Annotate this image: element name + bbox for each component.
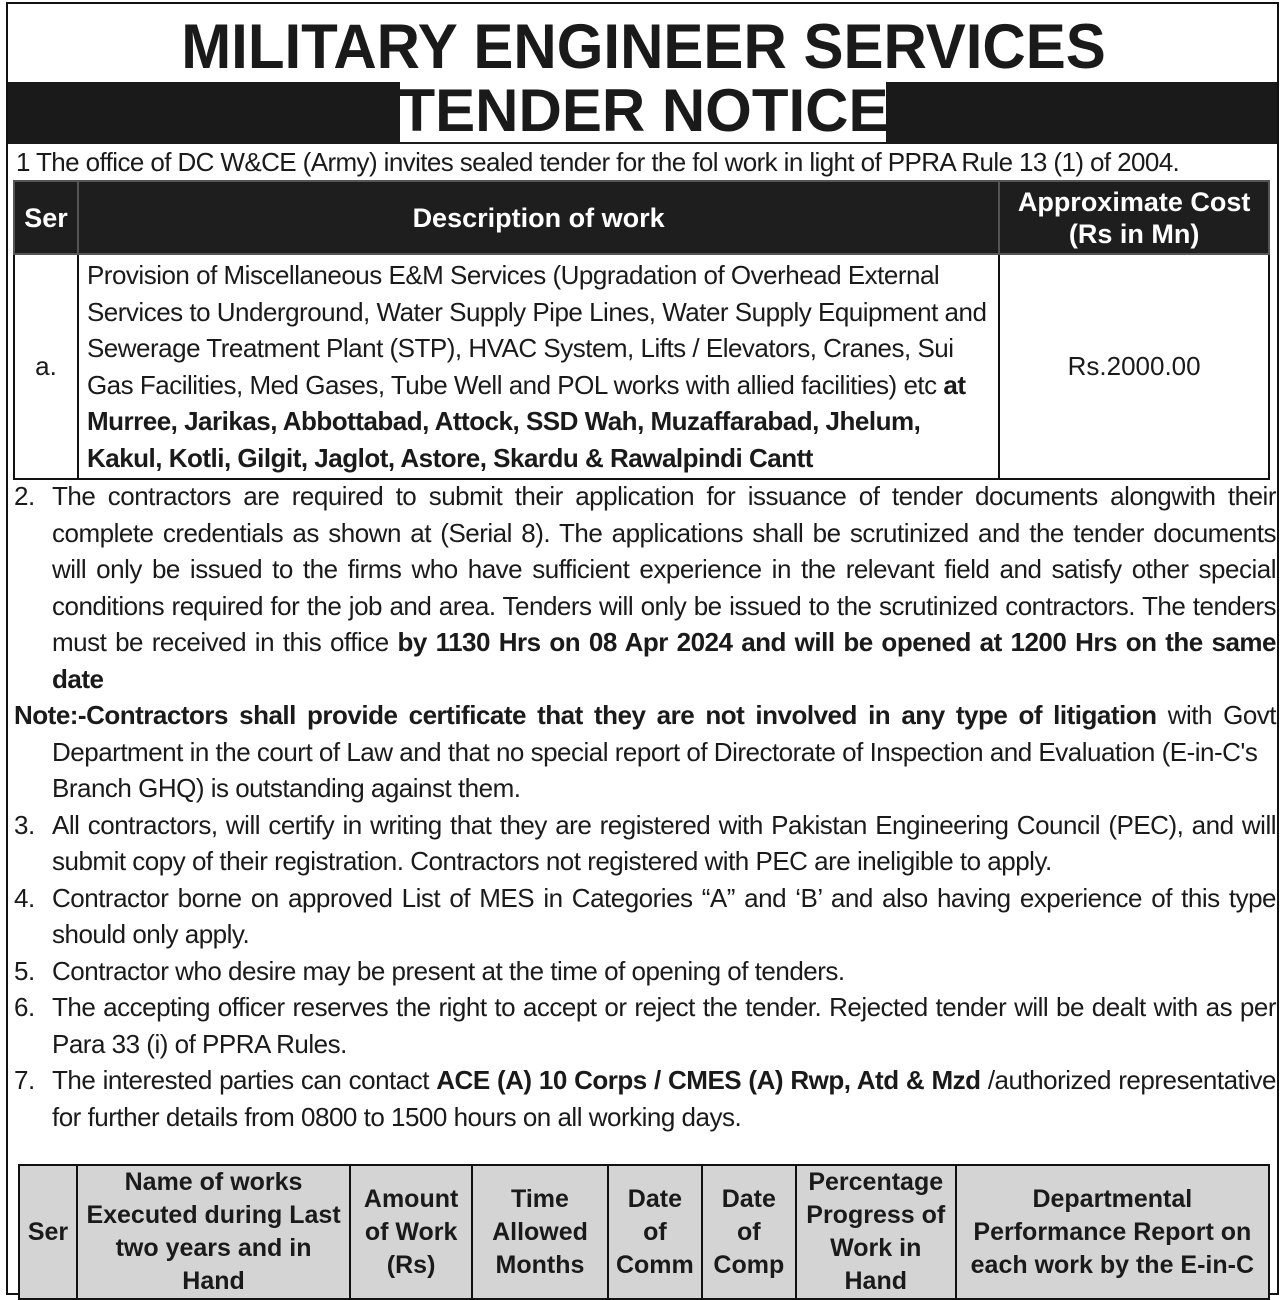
description-header: Description of work	[78, 181, 999, 254]
para2-deadline: by 1130 Hrs on 08 Apr 2024 and will be opened at 1200 Hrs on the same date	[52, 627, 1276, 694]
ser-header: Ser	[14, 181, 78, 254]
col-label: of Work	[364, 1217, 458, 1246]
row-ser: a.	[14, 254, 78, 479]
intro-paragraph: 1 The office of DC W&CE (Army) invites sealed tender for the fol work in light of PPRA Rule 13 (1) of 2004.	[16, 147, 1180, 177]
col-name-of-works	[77, 1165, 350, 1299]
col-label: of	[643, 1217, 667, 1246]
item-text: All contractors, will certify in writing that they are registered with Pakistan Engineering Council (PEC), and will submit copy of their registration. Contractors not registered with PEC are ineligible to apply.	[52, 809, 1276, 876]
col-label: of	[737, 1217, 761, 1246]
notice-body	[14, 478, 1276, 1135]
item-number: 5.	[14, 955, 35, 986]
para2-text: The contractors are required to submit their application for issuance of tender documents alongwith their complete credentials as shown at (Serial 8). The applications shall be scrutinized and the tender documents will only be issued to the firms who have sufficient experience in the relevant field and satisfy other special conditions required for the job and area. Tenders will only be issued to the scrutinized contractors. The tenders must be received in this office	[52, 481, 1276, 657]
col-label: Executed during Last	[86, 1201, 341, 1229]
note-line-1	[14, 697, 1276, 734]
row-description	[78, 254, 999, 479]
paragraph-2	[14, 478, 1276, 697]
col-label: Comp	[713, 1250, 785, 1279]
col-label: Date	[627, 1184, 682, 1213]
item-number: 7.	[14, 1065, 35, 1095]
col-label: Ser	[27, 1217, 69, 1246]
works-table-header	[14, 181, 1269, 254]
table-row	[14, 254, 1269, 479]
note-line-3: Branch GHQ) is outstanding against them.	[52, 773, 521, 803]
paragraph-5	[14, 953, 1276, 990]
col-label: Allowed	[492, 1217, 588, 1246]
work-description: Provision of Miscellaneous E&M Services (Upgradation of Overhead External Services to Underground, Water Supply Pipe Lines, Water Supply Equipment and Sewerage Treatment Plant (STP), HVAC System, Lifts / Elevators, Cranes, Sui Gas Facilities, Med Gases, Tube Well and POL works with allied facilities) etc	[86, 260, 987, 400]
note-line1-rest: with Govt	[1167, 700, 1277, 730]
col-time-allowed	[472, 1165, 608, 1299]
col-label: two years and in Hand	[115, 1234, 312, 1295]
paragraph-3	[14, 807, 1276, 880]
col-label: Date	[721, 1184, 776, 1213]
note-paragraph	[14, 697, 1276, 807]
item-text: The accepting officer reserves the right to accept or reject the tender. Rejected tender will be dealt with as per Para 33 (i) of PPRA Rules.	[52, 992, 1276, 1059]
col-date-comm	[608, 1165, 702, 1299]
col-label: Months	[495, 1250, 585, 1279]
col-amount	[350, 1165, 472, 1299]
col-label: Progress of	[806, 1201, 946, 1229]
item-number: 6.	[14, 992, 35, 1022]
para7-pre: The interested parties can contact	[52, 1065, 429, 1095]
credentials-header-row	[19, 1165, 1269, 1299]
col-date-comp	[702, 1165, 796, 1299]
col-label: (Rs)	[386, 1250, 436, 1279]
cost-header-line2: (Rs in Mn)	[1068, 218, 1200, 249]
note-line-2: Department in the court of Law and that no special report of Directorate of Inspection and Evaluation (E-in-C's	[52, 736, 1258, 767]
work-locations: at Murree, Jarikas, Abbottabad, Attock, SSD Wah, Muzaffarabad, Jhelum, Kakul, Kotli, Gilgit, Jaglot, Astore, Skardu & Rawalpindi Cantt	[86, 369, 966, 473]
item-number: 2.	[14, 481, 35, 511]
col-label: Amount	[363, 1184, 459, 1213]
col-label: Departmental	[1032, 1184, 1193, 1213]
col-label: Comm	[615, 1250, 694, 1279]
note-bold: Note:-Contractors shall provide certificate that they are not involved in any type of litigation	[14, 700, 1157, 730]
paragraph-7	[14, 1062, 1276, 1135]
cost-header	[999, 181, 1269, 254]
row-cost: Rs.2000.00	[999, 254, 1269, 479]
item-text: Contractor borne on approved List of MES in Categories “A” and ‘B’ and also having experience of this type should only apply.	[52, 882, 1276, 949]
paragraph-6	[14, 989, 1276, 1062]
item-text	[52, 478, 1276, 697]
credentials-table	[18, 1164, 1270, 1300]
item-number: 4.	[14, 882, 35, 913]
para7-contact: ACE (A) 10 Corps / CMES (A) Rwp, Atd & Mzd	[436, 1065, 981, 1095]
notice-title: TENDER NOTICE	[398, 77, 889, 144]
paragraph-4	[14, 880, 1276, 953]
col-label: each work by the E-in-C	[970, 1250, 1255, 1279]
col-ser	[19, 1165, 77, 1299]
item-text	[52, 1062, 1276, 1135]
col-percentage	[796, 1165, 956, 1299]
para7-post: /authorized representative for further details from 0800 to 1500 hours on all working days.	[52, 1065, 1277, 1132]
works-table	[13, 180, 1270, 480]
item-text: Contractor who desire may be present at the time of opening of tenders.	[52, 955, 845, 986]
item-number: 3.	[14, 809, 35, 840]
col-performance-report	[956, 1165, 1269, 1299]
col-label: Name of works	[124, 1168, 303, 1196]
col-label: Time	[511, 1184, 569, 1213]
col-label: Percentage	[808, 1168, 944, 1196]
col-label: Work in Hand	[830, 1234, 922, 1295]
cost-header-line1: Approximate Cost	[1017, 186, 1251, 217]
org-title: MILITARY ENGINEER SERVICES	[181, 11, 1106, 82]
col-label: Performance Report on	[973, 1217, 1252, 1246]
